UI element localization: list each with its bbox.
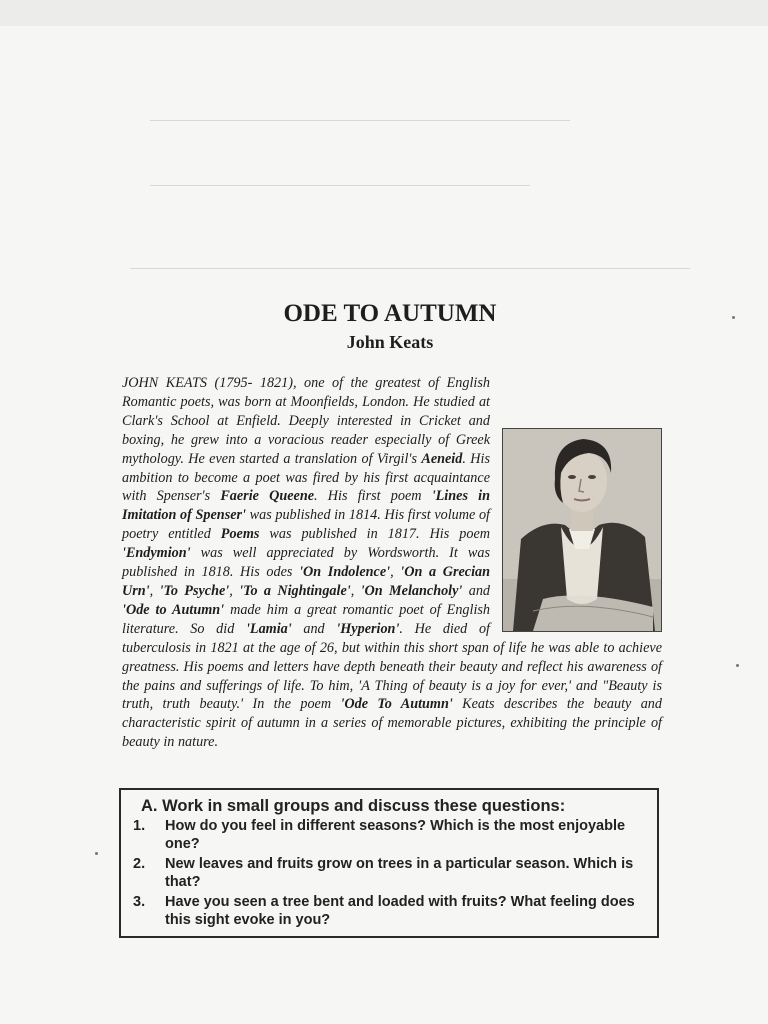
bio-text-run: ,: [229, 582, 240, 599]
question-item: [133, 894, 647, 929]
bleed-through-line: [130, 268, 690, 269]
bio-text-run: was well appreciated by Wordsworth. It was published in 1818. His odes: [122, 545, 490, 581]
bio-text-run: Keats describes the beauty and characteristic spirit of autumn in a series of memorable pictures, exhibiting the principle of beauty in nature.: [122, 696, 662, 751]
bio-work-title: Faerie Queene: [220, 488, 315, 505]
bio-work-title: Aeneid: [421, 450, 463, 467]
portrait-of-john-keats-icon: [502, 428, 662, 632]
question-number: 1.: [133, 818, 146, 834]
bio-text-run: was published in 1817. His poem: [259, 526, 490, 543]
bio-text-run: ,: [149, 582, 160, 599]
bio-work-title: 'Endymion': [122, 545, 191, 562]
bio-work-title: 'To a Nightingale': [239, 582, 351, 599]
bio-work-title: 'Hyperion': [336, 620, 400, 637]
questions-heading: A. Work in small groups and discuss these questions:: [141, 797, 566, 815]
discussion-questions-box: [119, 788, 659, 938]
author-biography: [122, 374, 662, 752]
question-text: How do you feel in different seasons? Which is the most enjoyable one?: [165, 818, 626, 852]
bio-work-title: 'On Indolence': [299, 564, 391, 581]
question-item: [133, 818, 647, 853]
bio-text-run: . He died of tuberculosis in 1821 at the age of 26, but within this short span of life he was able to achieve greatness. His poems and letters have depth beneath their beauty and reflect his awareness of the pains and sufferings of life. To him, 'A Thing of beauty is a joy for ever,' and "Beauty is truth, truth beauty.' In the poem: [122, 620, 662, 713]
poem-title: ODE TO AUTUMN: [283, 300, 497, 327]
bio-text-run: . His first poem: [314, 488, 432, 505]
bio-work-title: 'Ode to Autumn': [122, 601, 225, 618]
scan-speck: [732, 316, 735, 319]
bleed-through-line: [150, 185, 530, 186]
bio-text-run: made him a great romantic poet of English literature. So did: [122, 601, 491, 637]
scan-speck: [95, 852, 98, 855]
scan-speck: [736, 664, 739, 667]
bio-work-title: 'On a Grecian Urn': [122, 564, 491, 599]
bio-text-run: was published in 1814. His first volume of poetry entitled: [122, 507, 490, 543]
bio-work-title: 'On Melancholy': [360, 582, 463, 599]
bio-work-title: Poems: [220, 526, 260, 543]
bio-text-run: JOHN KEATS (1795- 1821), one of the greatest of English Romantic poets, was born at Moonfields, London. He studied at Clark's School at Enfield. Deeply interested in Cricket and boxing, he grew into a voracious reader especially of Greek mythology. He even started a translation of Virgil's: [122, 375, 490, 467]
bio-work-title: 'To Psyche': [159, 582, 230, 599]
question-number: 2.: [133, 856, 146, 872]
bio-work-title: 'Lamia': [245, 620, 292, 637]
question-text: New leaves and fruits grow on trees in a particular season. Which is that?: [165, 856, 634, 890]
bio-work-title: 'Lines in Imitation of Spenser': [122, 488, 490, 524]
bio-work-title: 'Ode To Autumn': [340, 696, 453, 713]
bleed-through-line: [150, 120, 570, 121]
question-text: Have you seen a tree bent and loaded with fruits? What feeling does this sight evoke in you?: [165, 894, 635, 928]
question-item: [133, 856, 647, 891]
bio-text-run: and: [291, 620, 337, 637]
bio-text-run: and: [462, 582, 491, 599]
poem-author: John Keats: [346, 332, 434, 352]
bio-text-run: . His ambition to become a poet was fired by his first acquaintance with Spenser's: [122, 450, 490, 505]
question-number: 3.: [133, 894, 146, 910]
bio-text-run: ,: [350, 582, 361, 599]
bio-text-run: ,: [390, 564, 401, 581]
